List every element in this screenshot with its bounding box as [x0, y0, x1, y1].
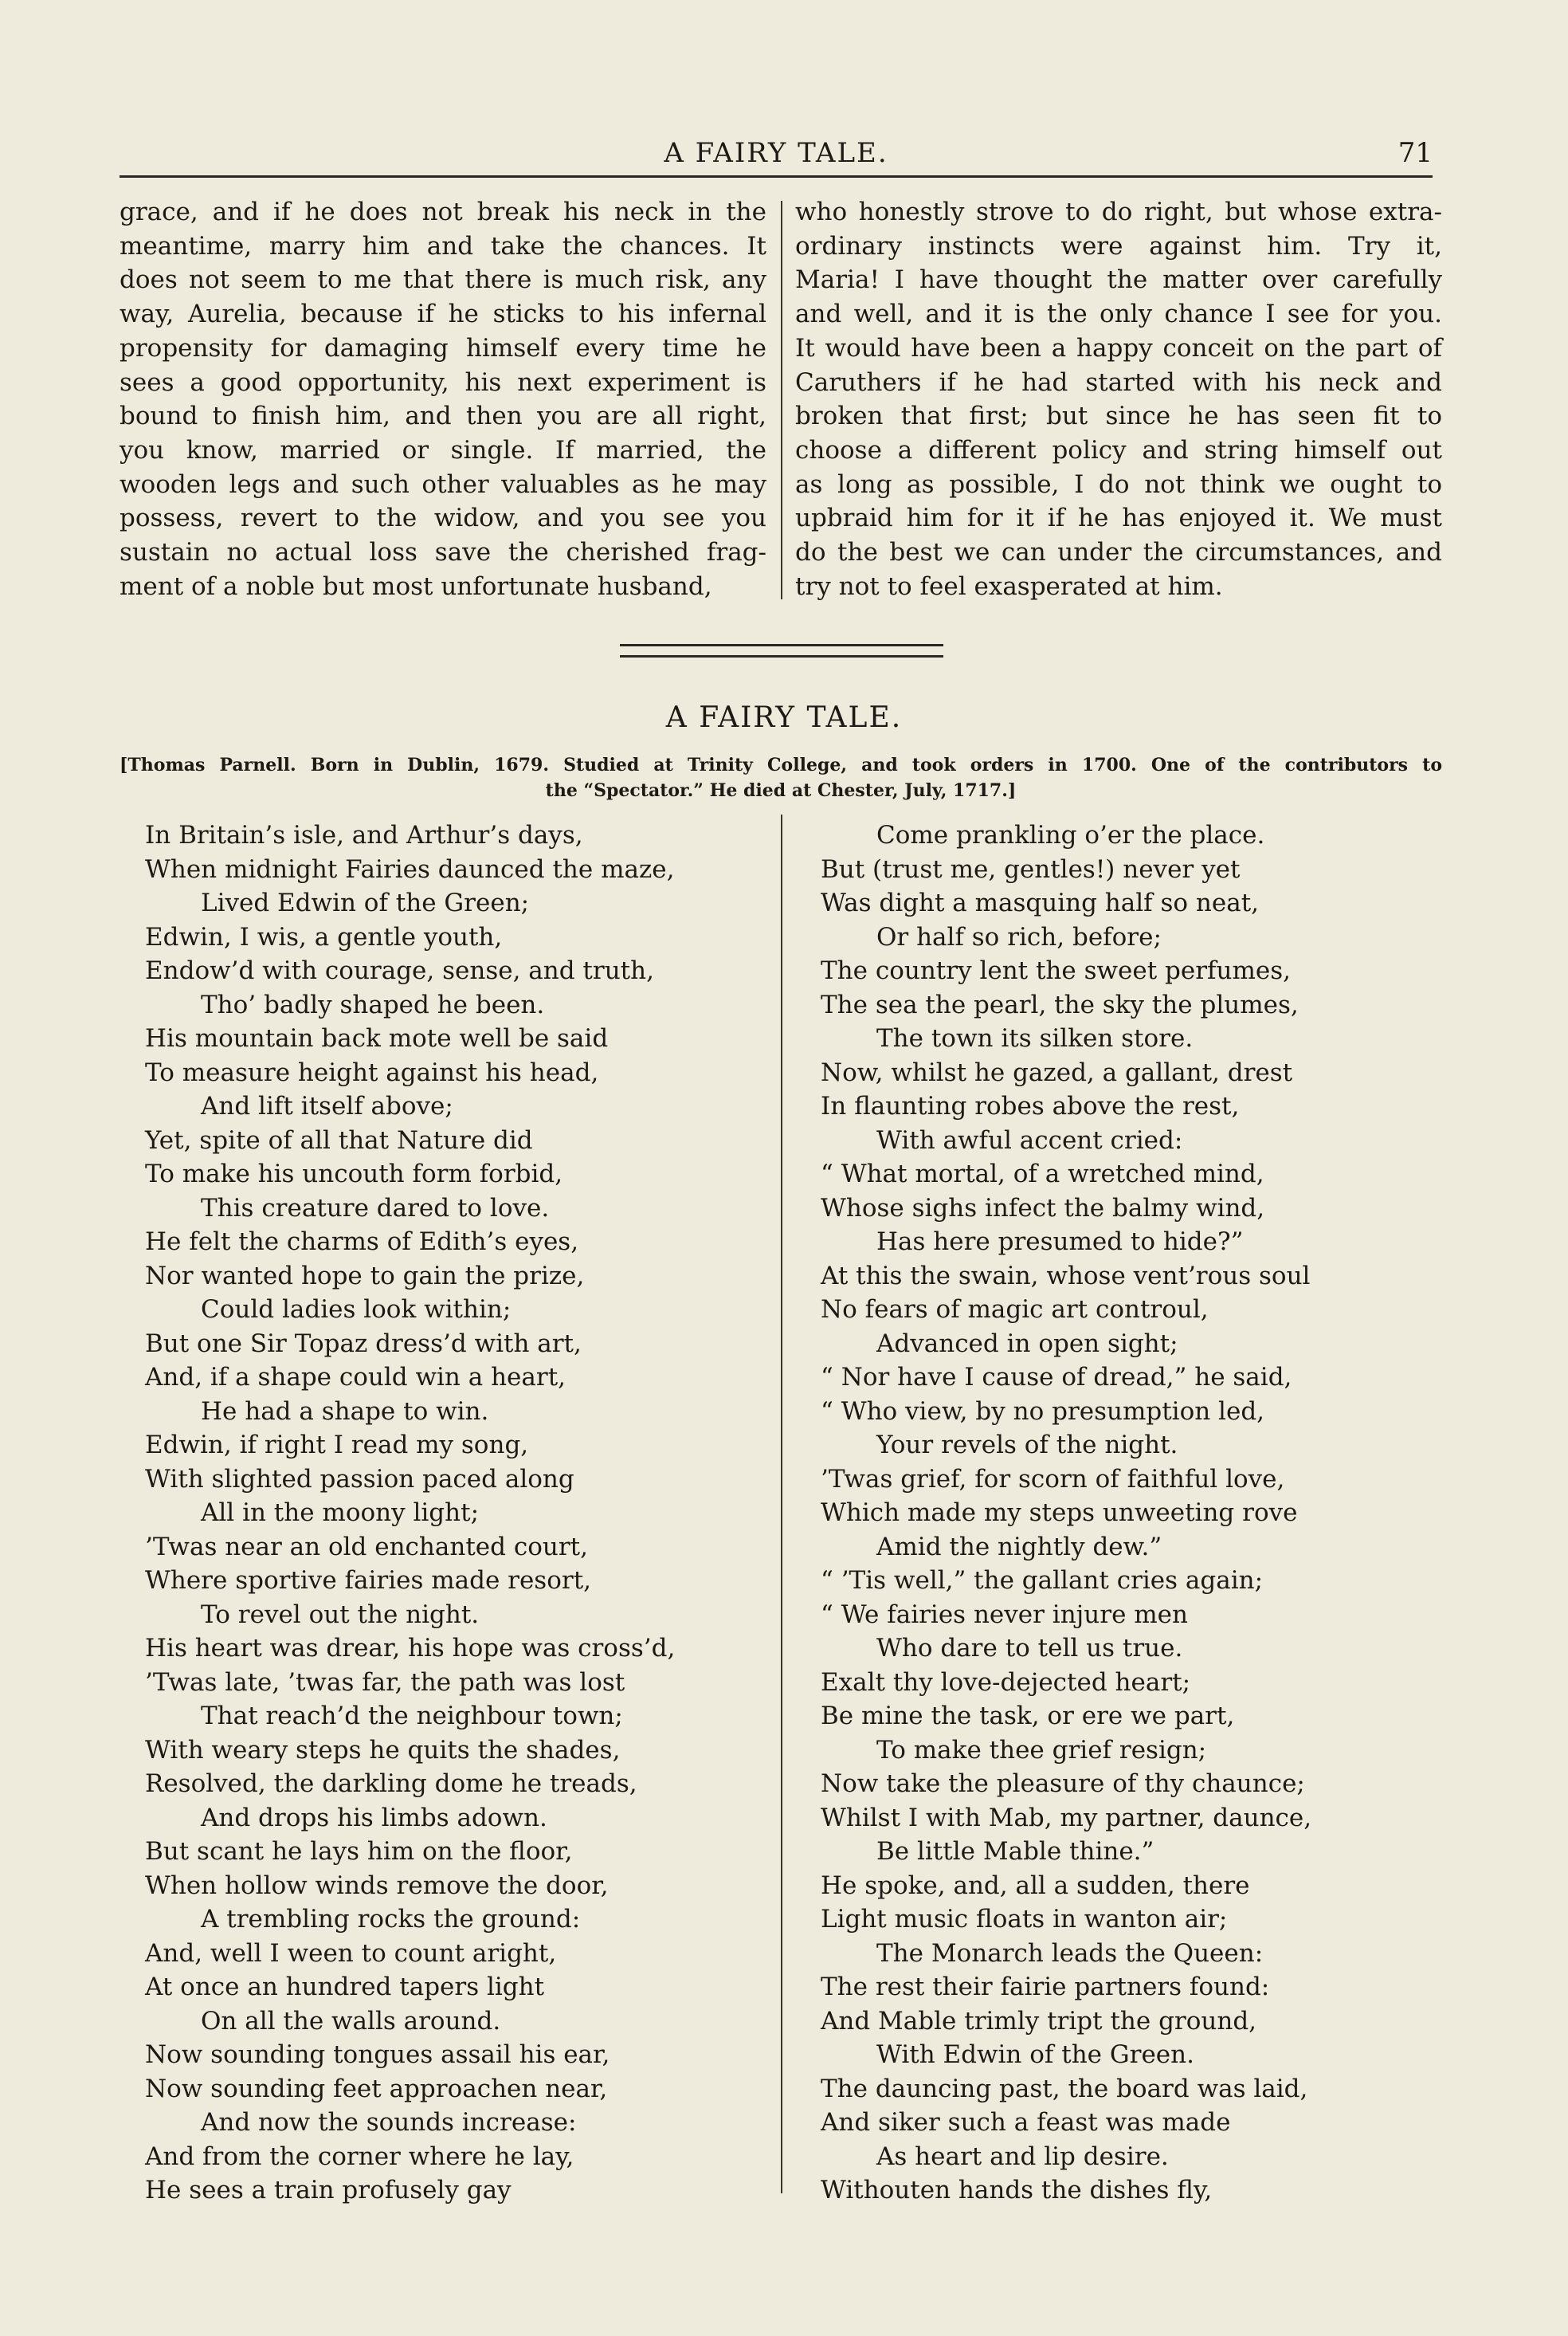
verse-line: ’Twas late, ’twas far, the path was lost — [145, 1667, 625, 1697]
header-rule — [120, 175, 1433, 178]
verse-line: And from the corner where he lay, — [145, 2142, 574, 2171]
verse-line: But scant he lays him on the floor, — [145, 1837, 573, 1866]
poem-column-right — [821, 819, 1474, 2208]
verse-line: Your revels of the night. — [876, 1431, 1178, 1459]
verse-line: Withouten hands the dishes fly, — [821, 2176, 1213, 2204]
verse-line: The town its silken store. — [876, 1024, 1194, 1053]
verse-line: He spoke, and, all a sudden, there — [821, 1871, 1250, 1900]
verse-line: Endow’d with courage, sense, and truth, — [145, 956, 654, 985]
running-header — [120, 134, 1433, 175]
verse-line: Be mine the task, or ere we part, — [821, 1702, 1235, 1730]
verse-line: And now the sounds increase: — [201, 2108, 577, 2137]
verse-line: And siker such a feast was made — [821, 2108, 1231, 2137]
verse-line: His heart was drear, his hope was cross’d, — [145, 1634, 676, 1663]
prose-line: try not to feel exasperated at him. — [795, 571, 1223, 601]
verse-line: The Monarch leads the Queen: — [876, 1938, 1264, 1968]
prose-line: bound to finish him, and then you are all right, — [120, 402, 766, 431]
verse-line: Edwin, if right I read my song, — [145, 1431, 529, 1459]
verse-line: Whilst I with Mab, my partner, daunce, — [821, 1803, 1312, 1832]
verse-line: The country lent the sweet perfumes, — [821, 956, 1291, 985]
verse-line: The rest their fairie partners found: — [821, 1973, 1270, 2001]
verse-line: To revel out the night. — [201, 1600, 480, 1629]
prose-line: Maria! I have thought the matter over carefully — [795, 265, 1442, 295]
verse-line: When hollow winds remove the door, — [145, 1871, 609, 1900]
verse-line: Was dight a masquing half so neat, — [821, 889, 1260, 917]
verse-line: With Edwin of the Green. — [876, 2040, 1194, 2069]
verse-line: To make thee grief resign; — [876, 1735, 1207, 1765]
prose-line: sees a good opportunity, his next experiment is — [120, 367, 766, 397]
prose-line: ordinary instincts were against him. Try it, — [795, 231, 1442, 261]
verse-line: And Mable trimly tript the ground, — [821, 2006, 1257, 2036]
section-separator-upper — [620, 644, 943, 646]
verse-line: But one Sir Topaz dress’d with art, — [145, 1329, 582, 1358]
verse-line: Could ladies look within; — [201, 1295, 512, 1324]
verse-line: Or half so rich, before; — [876, 922, 1162, 952]
verse-line: To measure height against his head, — [145, 1058, 599, 1087]
verse-line: With weary steps he quits the shades, — [145, 1735, 621, 1765]
verse-line: “ What mortal, of a wretched mind, — [821, 1160, 1264, 1188]
verse-line: No fears of magic art controul, — [821, 1295, 1209, 1324]
author-note-line: [Thomas Parnell. Born in Dublin, 1679. Studied at Trinity College, and took orders in 1700. One of the contributors to — [120, 755, 1442, 775]
prose-line: and well, and it is the only chance I see for you. — [795, 300, 1442, 329]
verse-line: The sea the pearl, the sky the plumes, — [821, 990, 1299, 1019]
verse-line: ’Twas near an old enchanted court, — [145, 1532, 588, 1561]
prose-line: who honestly strove to do right, but whose extra- — [795, 198, 1442, 226]
page-number: 71 — [1397, 137, 1433, 169]
prose-line: propensity for damaging himself every time he — [120, 333, 766, 363]
section-separator-lower — [620, 655, 943, 658]
prose-line: upbraid him for it if he has enjoyed it. We must — [795, 504, 1442, 533]
verse-line: Now sounding feet approachen near, — [145, 2074, 608, 2103]
verse-line: But (trust me, gentles!) never yet — [821, 854, 1241, 884]
author-note-line: the “Spectator.” He died at Chester, July, 1717.] — [545, 780, 1017, 801]
prose-line: wooden legs and such other valuables as he may — [120, 469, 766, 499]
column-divider-top — [781, 201, 782, 599]
verse-line: Yet, spite of all that Nature did — [145, 1125, 533, 1155]
verse-line: Light music floats in wanton air; — [821, 1905, 1228, 1934]
prose-line: broken that first; but since he has seen fit to — [795, 402, 1442, 431]
verse-line: Come prankling o’er the place. — [876, 821, 1265, 850]
verse-line: At this the swain, whose vent’rous soul — [821, 1261, 1311, 1290]
prose-line: choose a different policy and string himself out — [795, 435, 1442, 465]
verse-line: With slighted passion paced along — [145, 1464, 574, 1494]
verse-line: Who dare to tell us true. — [876, 1634, 1183, 1663]
verse-line: Amid the nightly dew.” — [876, 1532, 1162, 1561]
prose-line: as long as possible, I do not think we ought to — [795, 469, 1442, 499]
verse-line: Has here presumed to hide?” — [876, 1227, 1244, 1256]
verse-line: He sees a train profusely gay — [145, 2176, 512, 2204]
poem-column-left — [145, 819, 798, 2208]
prose-line: It would have been a happy conceit on the part of — [795, 333, 1442, 363]
prose-line: Caruthers if he had started with his neck and — [795, 367, 1442, 397]
prose-column-right — [795, 195, 1442, 603]
verse-line: His mountain back mote well be said — [145, 1024, 609, 1053]
verse-line: He felt the charms of Edith’s eyes, — [145, 1227, 579, 1256]
verse-line: With awful accent cried: — [876, 1125, 1183, 1155]
verse-line: The dauncing past, the board was laid, — [821, 2074, 1308, 2103]
running-title: A FAIRY TALE. — [664, 137, 888, 169]
verse-line: And, if a shape could win a heart, — [145, 1363, 566, 1392]
prose-line: way, Aurelia, because if he sticks to his infernal — [120, 300, 766, 329]
verse-line: He had a shape to win. — [201, 1396, 489, 1426]
verse-line: When midnight Fairies daunced the maze, — [145, 854, 675, 884]
verse-line: Advanced in open sight; — [876, 1329, 1178, 1358]
verse-line: This creature dared to love. — [201, 1193, 550, 1223]
verse-line: That reach’d the neighbour town; — [201, 1702, 623, 1730]
verse-line: Now take the pleasure of thy chaunce; — [821, 1769, 1305, 1798]
prose-line: you know, married or single. If married, the — [120, 435, 766, 465]
prose-line: grace, and if he does not break his neck in the — [120, 198, 766, 226]
verse-line: “ We fairies never injure men — [821, 1600, 1188, 1629]
verse-line: All in the moony light; — [201, 1498, 480, 1527]
verse-line: On all the walls around. — [201, 2006, 501, 2036]
verse-line: Which made my steps unweeting rove — [821, 1498, 1298, 1527]
verse-line: Nor wanted hope to gain the prize, — [145, 1261, 585, 1290]
prose-line: do the best we can under the circumstances, and — [795, 538, 1442, 567]
verse-line: Resolved, the darkling dome he treads, — [145, 1769, 637, 1798]
verse-line: Now sounding tongues assail his ear, — [145, 2040, 610, 2069]
prose-line: sustain no actual loss save the cherished frag- — [120, 538, 766, 567]
verse-line: And lift itself above; — [201, 1092, 453, 1121]
verse-line: “ Nor have I cause of dread,” he said, — [821, 1363, 1292, 1392]
prose-column-left — [120, 195, 766, 603]
verse-line: Lived Edwin of the Green; — [201, 889, 530, 917]
verse-line: Exalt thy love-dejected heart; — [821, 1667, 1191, 1697]
column-divider-bottom — [781, 815, 782, 2193]
verse-line: Where sportive fairies made resort, — [145, 1566, 592, 1595]
poem-title: A FAIRY TALE. — [665, 701, 903, 734]
verse-line: “ ’Tis well,” the gallant cries again; — [821, 1566, 1264, 1595]
verse-line: ’Twas grief, for scorn of faithful love, — [821, 1464, 1285, 1494]
verse-line: Whose sighs infect the balmy wind, — [821, 1193, 1265, 1223]
author-note — [120, 752, 1442, 803]
verse-line: Be little Mable thine.” — [876, 1837, 1154, 1866]
verse-line: Now, whilst he gazed, a gallant, drest — [821, 1058, 1293, 1087]
verse-line: A trembling rocks the ground: — [201, 1905, 581, 1934]
prose-line: does not seem to me that there is much risk, any — [120, 265, 766, 295]
verse-line: “ Who view, by no presumption led, — [821, 1396, 1265, 1426]
verse-line: At once an hundred tapers light — [145, 1973, 545, 2001]
verse-line: As heart and lip desire. — [876, 2142, 1169, 2171]
verse-line: To make his uncouth form forbid, — [145, 1160, 563, 1188]
prose-line: possess, revert to the widow, and you see you — [120, 504, 766, 533]
verse-line: And, well I ween to count aright, — [145, 1938, 557, 1968]
verse-line: And drops his limbs adown. — [201, 1803, 547, 1832]
verse-line: Edwin, I wis, a gentle youth, — [145, 922, 503, 952]
verse-line: In flaunting robes above the rest, — [821, 1092, 1240, 1121]
prose-line: meantime, marry him and take the chances. It — [120, 231, 766, 261]
verse-line: Tho’ badly shaped he been. — [201, 990, 545, 1019]
prose-line: ment of a noble but most unfortunate husband, — [120, 571, 712, 601]
verse-line: In Britain’s isle, and Arthur’s days, — [145, 821, 583, 850]
